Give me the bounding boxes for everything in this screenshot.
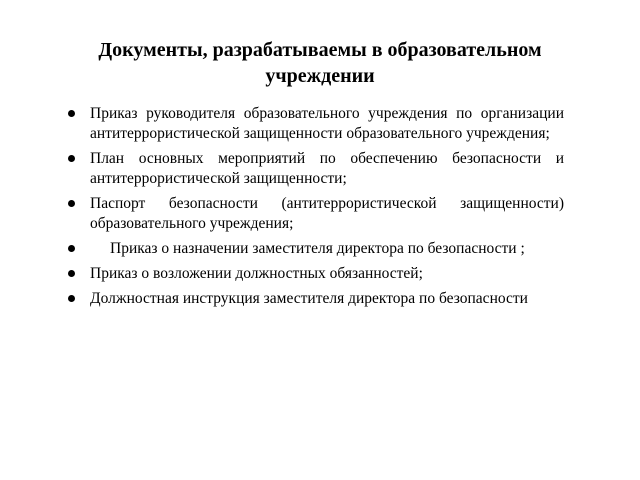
bullet-text: Приказ о возложении должностных обязанностей;	[90, 265, 423, 282]
bullet-dot-icon	[68, 270, 75, 277]
bullet-dot-icon	[68, 295, 75, 302]
bullet-item	[66, 239, 564, 259]
bullet-list	[66, 104, 564, 314]
bullet-text: Приказ о назначении заместителя директора по безопасности ;	[110, 240, 525, 257]
bullet-text: Приказ руководителя образовательного учреждения по организации антитеррористической защищенности образовательного учреждения;	[90, 105, 564, 142]
bullet-dot-icon	[68, 110, 75, 117]
bullet-item	[66, 149, 564, 189]
bullet-item	[66, 194, 564, 234]
bullet-item	[66, 104, 564, 144]
bullet-dot-icon	[68, 200, 75, 207]
bullet-text: Паспорт безопасности (антитеррористической защищенности) образовательного учреждения;	[90, 195, 564, 232]
slide-title: Документы, разрабатываемы в образовательном учреждении	[98, 39, 542, 87]
bullet-dot-icon	[68, 245, 75, 252]
bullet-text: План основных мероприятий по обеспечению безопасности и антитеррористической защищенности;	[90, 150, 564, 187]
bullet-item	[66, 289, 564, 309]
bullet-dot-icon	[68, 155, 75, 162]
bullet-item	[66, 264, 564, 284]
bullet-text: Должностная инструкция заместителя директора по безопасности	[90, 290, 528, 307]
